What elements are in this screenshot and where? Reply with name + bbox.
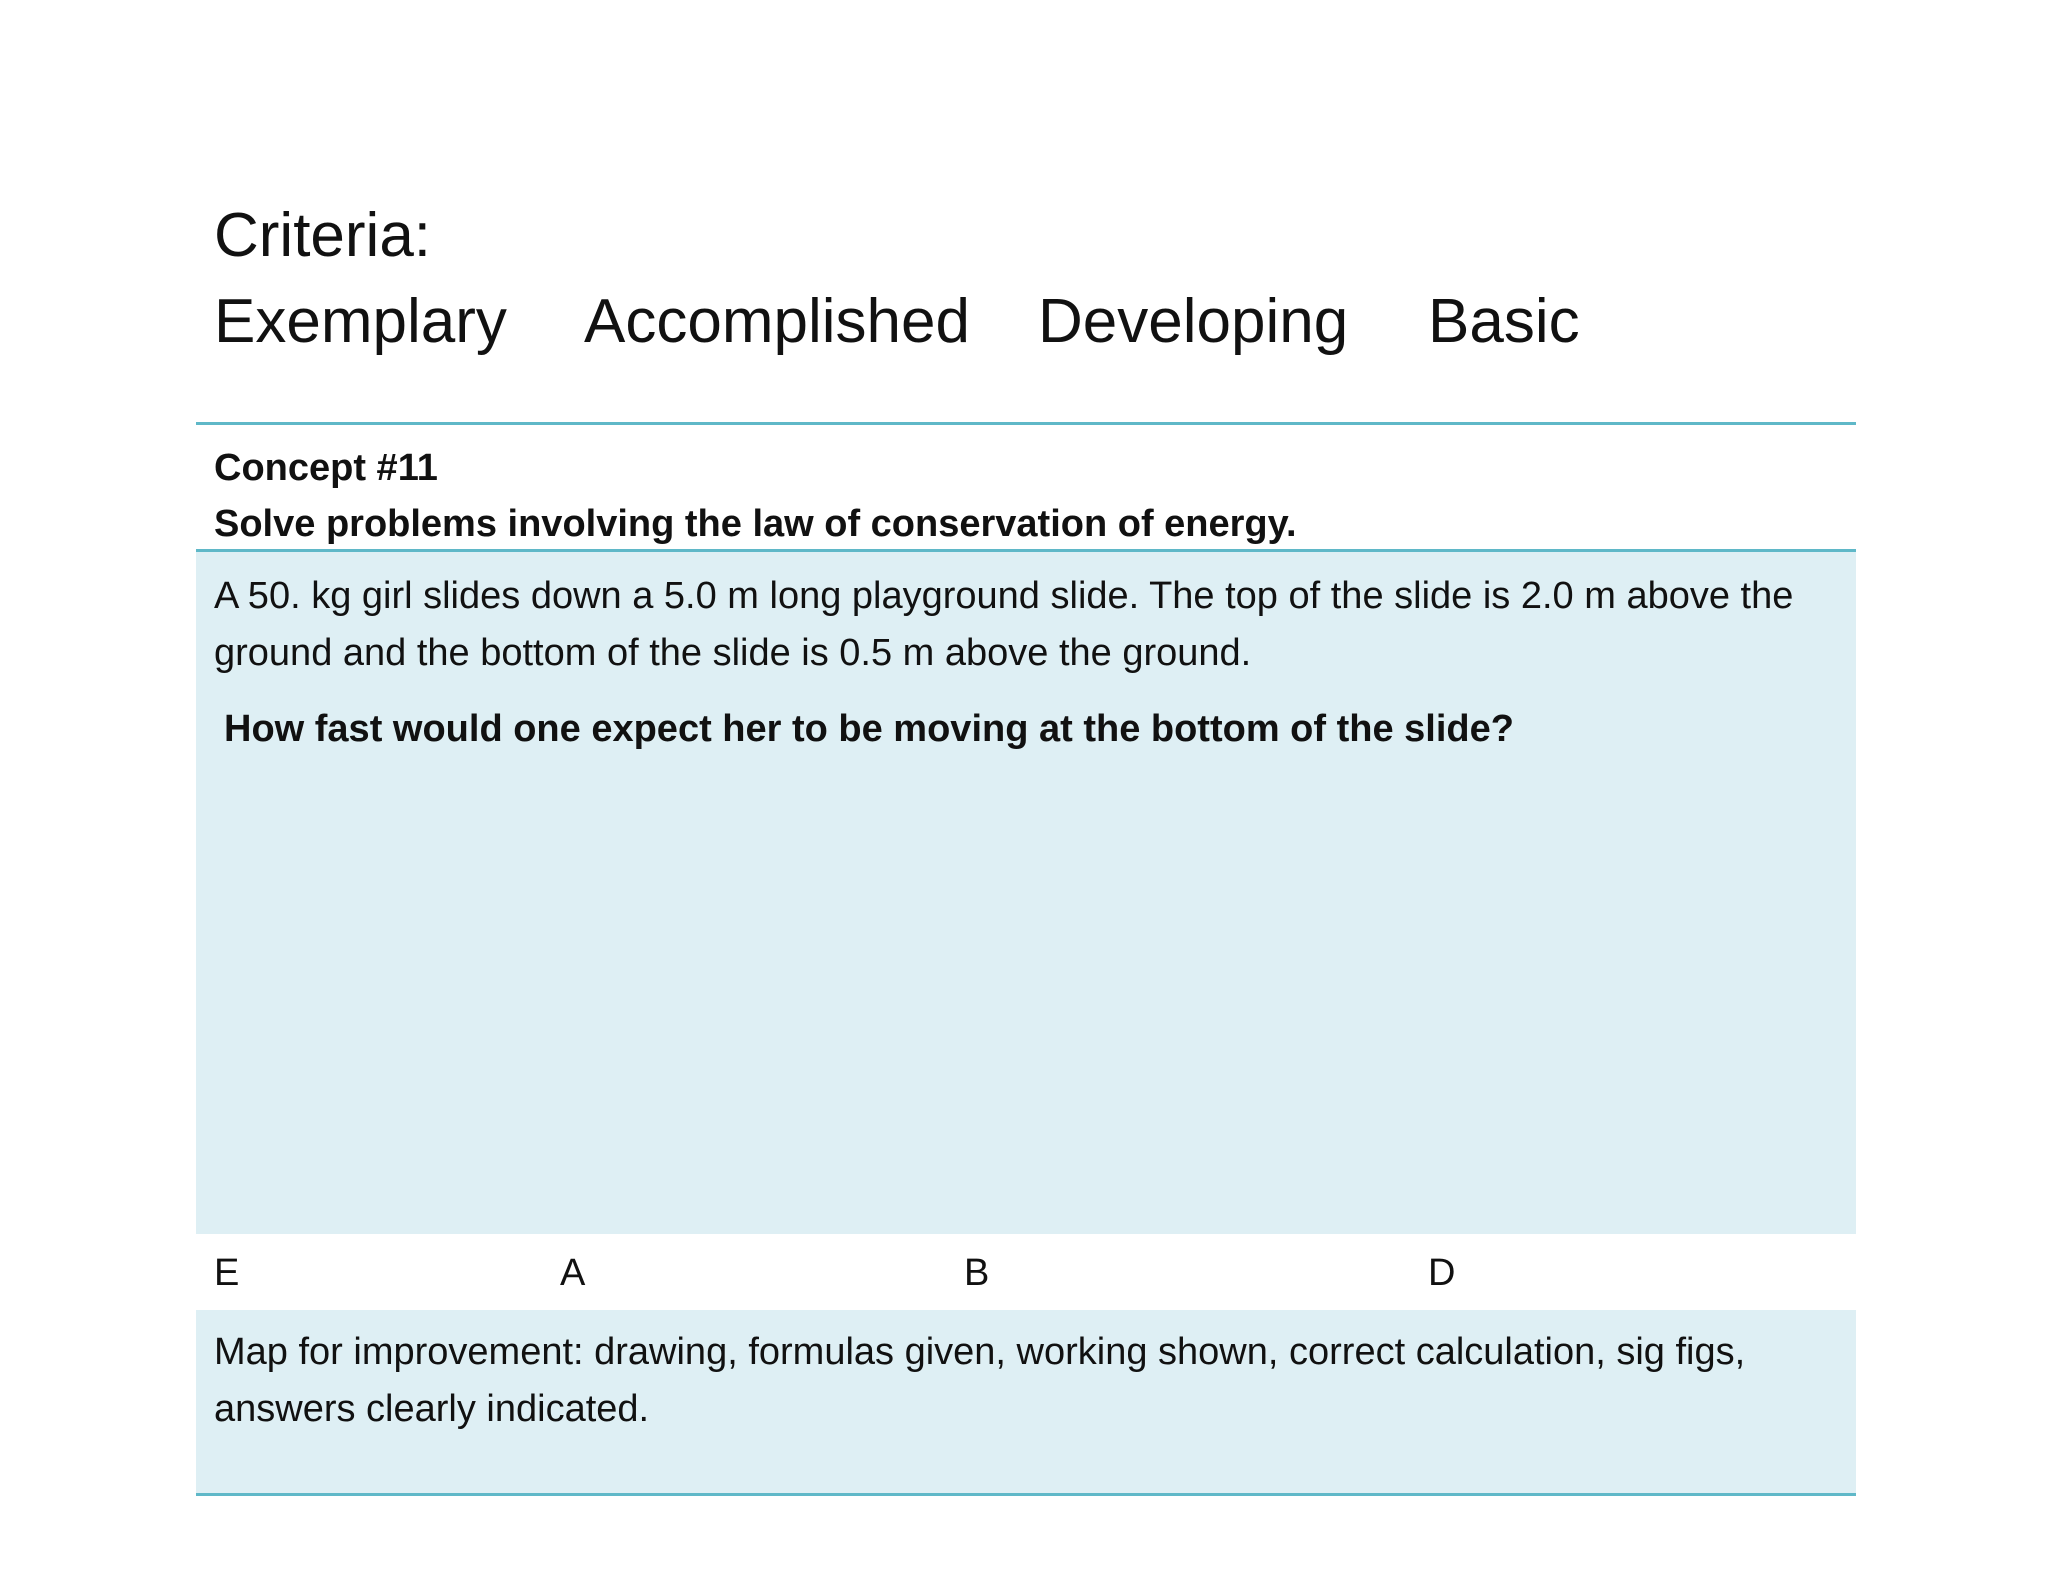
- grades-row: [196, 1234, 1856, 1310]
- grade-d: D: [1428, 1252, 1456, 1294]
- level-basic: Basic: [1428, 287, 1580, 356]
- level-developing: Developing: [1038, 287, 1349, 356]
- level-accomplished: Accomplished: [584, 287, 970, 356]
- improvement-row: [196, 1310, 1856, 1496]
- problem-question: How fast would one expect her to be moving at the bottom of the slide?: [224, 708, 1514, 750]
- grade-a: A: [560, 1252, 586, 1294]
- grade-e: E: [214, 1252, 240, 1294]
- concept-row: [196, 422, 1856, 552]
- criteria-title: Criteria:: [214, 201, 432, 270]
- concept-description: Solve problems involving the law of conservation of energy.: [214, 503, 1297, 545]
- concept-number: Concept #11: [214, 447, 438, 489]
- grade-b: B: [964, 1252, 990, 1294]
- problem-row: [196, 552, 1856, 1234]
- rubric-table: [196, 422, 1856, 1496]
- problem-text: A 50. kg girl slides down a 5.0 m long playground slide. The top of the slide is 2.0 m above the ground and the bottom of the slide is 0.5 m above the ground.: [214, 575, 1794, 674]
- improvement-text: Map for improvement: drawing, formulas given, working shown, correct calculation, sig figs, answers clearly indicated.: [214, 1331, 1746, 1430]
- level-exemplary: Exemplary: [214, 287, 507, 356]
